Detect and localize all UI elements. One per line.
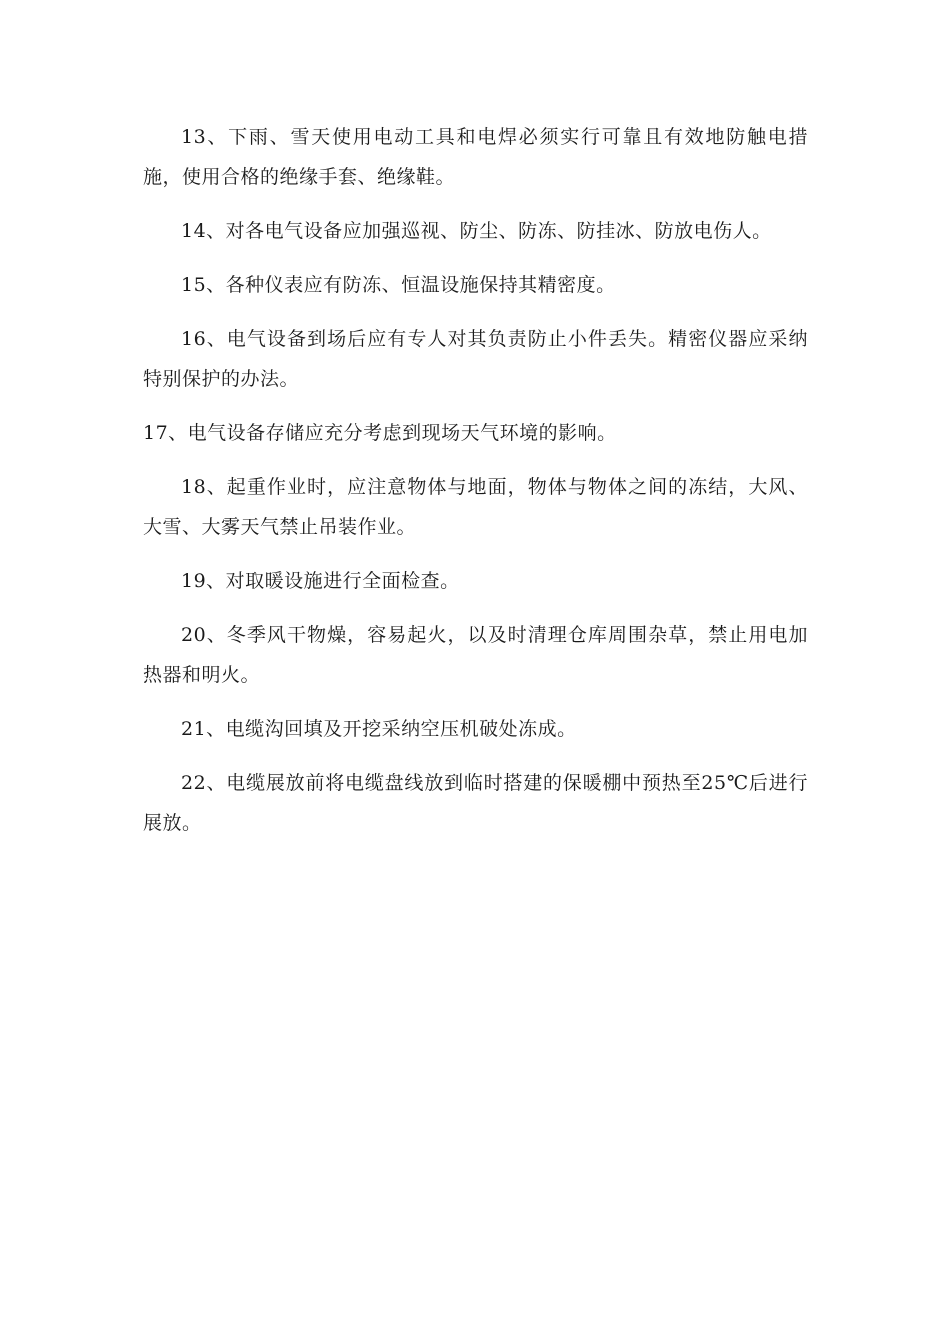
document-body [143, 117, 808, 857]
paragraph-15: 15、各种仪表应有防冻、恒温设施保持其精密度。 [181, 274, 616, 296]
paragraph-14: 14、对各电气设备应加强巡视、防尘、防冻、防挂冰、防放电伤人。 [181, 220, 772, 242]
paragraph-18: 18、起重作业时，应注意物体与地面，物体与物体之间的冻结，大风、大雪、大雾天气禁止吊装作业。 [143, 476, 808, 538]
paragraph-19: 19、对取暖设施进行全面检查。 [181, 570, 460, 592]
paragraph-22: 22、电缆展放前将电缆盘线放到临时搭建的保暖棚中预热至25℃后进行展放。 [143, 772, 808, 834]
paragraph-17: 17、电气设备存储应充分考虑到现场天气环境的影响。 [143, 422, 617, 444]
paragraph-20: 20、冬季风干物燥，容易起火，以及时清理仓库周围杂草，禁止用电加热器和明火。 [143, 624, 808, 686]
paragraph-16: 16、电气设备到场后应有专人对其负责防止小件丢失。精密仪器应采纳特别保护的办法。 [143, 328, 808, 390]
paragraph-13: 13、下雨、雪天使用电动工具和电焊必须实行可靠且有效地防触电措施，使用合格的绝缘手套、绝缘鞋。 [143, 126, 808, 188]
paragraph-21: 21、电缆沟回填及开挖采纳空压机破处冻成。 [181, 718, 577, 740]
